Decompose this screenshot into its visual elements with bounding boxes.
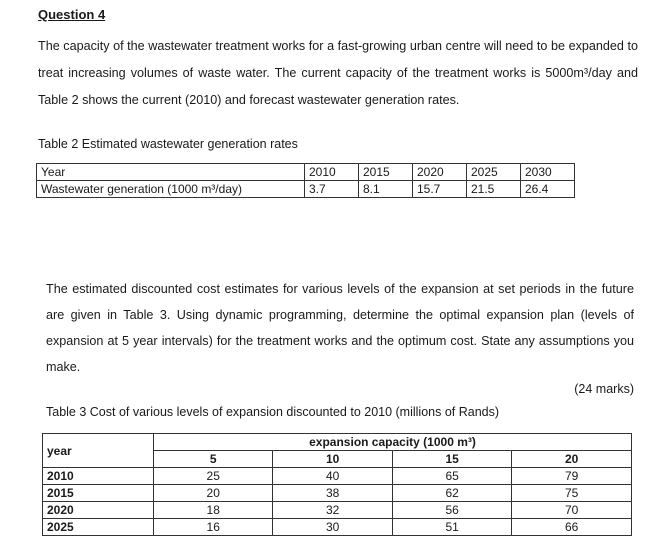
table-header-row	[43, 434, 632, 451]
table3-cost-cell: 56	[392, 502, 511, 519]
marks-label: (24 marks)	[574, 382, 634, 396]
table-row	[43, 502, 632, 519]
table2-generation-rates	[36, 163, 575, 198]
table2-year-cell: 2025	[467, 164, 521, 181]
table3-year-cell: 2015	[43, 485, 154, 502]
table2-year-cell: 2015	[359, 164, 413, 181]
table3-cost-cell: 30	[273, 519, 392, 536]
table-row	[43, 468, 632, 485]
table3-cost-cell: 75	[512, 485, 632, 502]
table3-capacity-header: expansion capacity (1000 m³)	[154, 434, 632, 451]
table2-year-label: Year	[37, 164, 305, 181]
table2-value-cell: 15.7	[413, 181, 467, 198]
table2-year-cell: 2020	[413, 164, 467, 181]
table2-value-cell: 26.4	[521, 181, 575, 198]
table3-cost-cell: 32	[273, 502, 392, 519]
task-paragraph: The estimated discounted cost estimates for various levels of the expansion at set periods in the future are given in Table 3. Using dynamic programming, determine the optimal expansion plan (levels of expansion at 5 year intervals) for the treatment works and the optimum cost. State any assumptions you make.	[46, 282, 634, 374]
table3-year-cell: 2020	[43, 502, 154, 519]
table-row	[43, 485, 632, 502]
table2-year-cell: 2010	[305, 164, 359, 181]
question-title: Question 4	[38, 7, 106, 22]
table2-year-cell: 2030	[521, 164, 575, 181]
table3-cost-cell: 20	[154, 485, 273, 502]
table2-value-cell: 21.5	[467, 181, 521, 198]
table3-cost-cell: 51	[392, 519, 511, 536]
table3-cost-cell: 62	[392, 485, 511, 502]
table2-generation-label: Wastewater generation (1000 m³/day)	[37, 181, 305, 198]
table3-cost-cell: 18	[154, 502, 273, 519]
table2-caption: Table 2 Estimated wastewater generation rates	[38, 137, 298, 151]
table2-value-cell: 8.1	[359, 181, 413, 198]
table3-year-cell: 2010	[43, 468, 154, 485]
table3-cost-cell: 40	[273, 468, 392, 485]
table3-capacity-cell: 10	[273, 451, 392, 468]
table3-capacity-cell: 5	[154, 451, 273, 468]
table3-capacity-cell: 15	[392, 451, 511, 468]
table3-cost-cell: 66	[512, 519, 632, 536]
table-row	[37, 164, 575, 181]
table3-year-header: year	[43, 434, 154, 468]
table-row	[37, 181, 575, 198]
table3-cost-cell: 16	[154, 519, 273, 536]
table3-year-cell: 2025	[43, 519, 154, 536]
table3-caption: Table 3 Cost of various levels of expansion discounted to 2010 (millions of Rands)	[46, 405, 500, 419]
table3-cost-cell: 25	[154, 468, 273, 485]
table3-cost-cell: 79	[512, 468, 632, 485]
table-row	[43, 519, 632, 536]
intro-paragraph: The capacity of the wastewater treatment works for a fast-growing urban centre will need to be expanded to treat increasing volumes of waste water. The current capacity of the treatment works is 5000m³/day and Table 2 shows the current (2010) and forecast wastewater generation rates.	[38, 39, 638, 107]
table3-cost-cell: 65	[392, 468, 511, 485]
table3-cost-cell: 70	[512, 502, 632, 519]
table2-value-cell: 3.7	[305, 181, 359, 198]
table3-cost-cell: 38	[273, 485, 392, 502]
table3-expansion-costs	[42, 433, 632, 536]
table3-capacity-cell: 20	[512, 451, 632, 468]
